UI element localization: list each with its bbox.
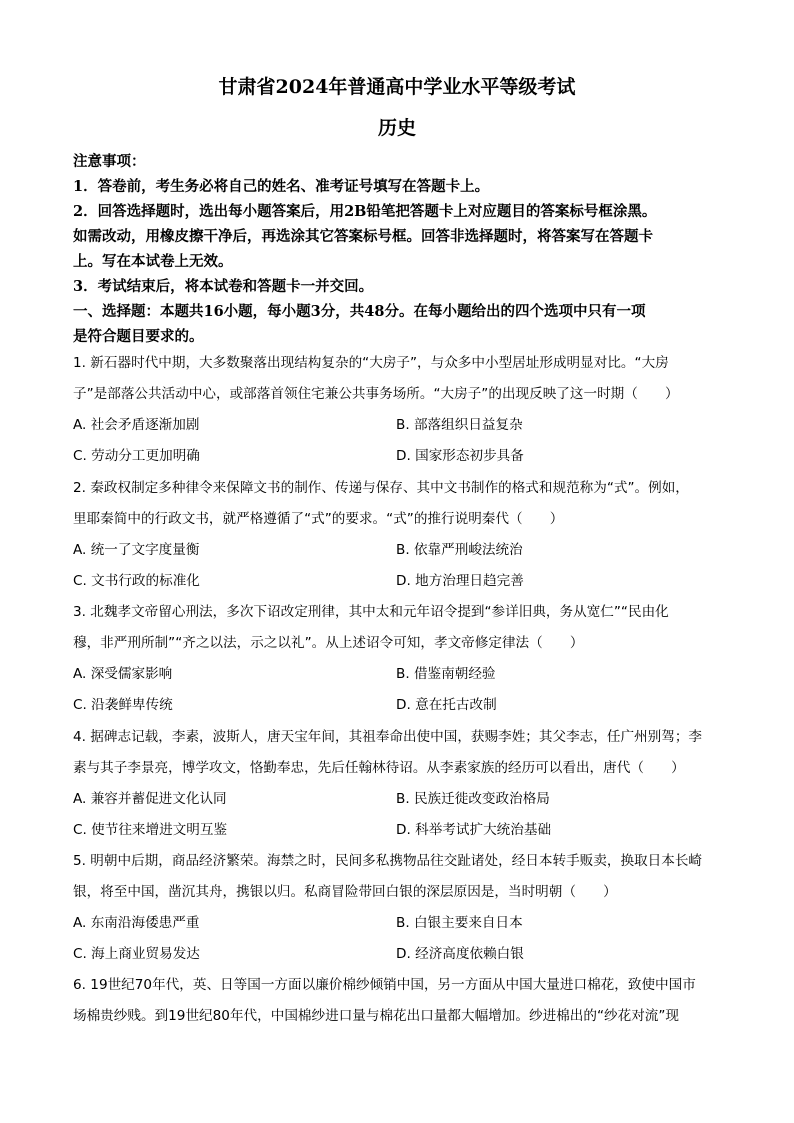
question-2-line-1: 2. 秦政权制定多种律令来保障文书的制作、传递与保存、其中文书制作的格式和规范称为“式”。例如， <box>73 480 689 496</box>
question-1-option-c: C. 劳动分工更加明确 <box>73 448 200 464</box>
question-2-option-a: A. 统一了文字度量衡 <box>73 542 200 558</box>
question-3-option-b: B. 借鉴南朝经验 <box>396 666 496 682</box>
note-2-line-1: 2．回答选择题时，选出每小题答案后，用2B铅笔把答题卡上对应题目的答案标号框涂黑。 <box>73 203 657 220</box>
note-3: 3．考试结束后，将本试卷和答题卡一并交回。 <box>73 278 374 295</box>
question-2-option-b: B. 依靠严刑峻法统治 <box>396 542 523 558</box>
question-5-line-2: 银，将至中国，凿沉其舟，携银以归。私商冒险带回白银的深层原因是，当时明朝（ ） <box>73 884 617 900</box>
question-1-option-a: A. 社会矛盾逐渐加剧 <box>73 417 200 433</box>
question-3-option-a: A. 深受儒家影响 <box>73 666 173 682</box>
exam-title: 甘肃省2024年普通高中学业水平等级考试 <box>218 76 576 98</box>
note-1: 1．答卷前，考生务必将自己的姓名、准考证号填写在答题卡上。 <box>73 178 490 195</box>
question-2-option-d: D. 地方治理日趋完善 <box>396 573 524 589</box>
question-1-line-1: 1. 新石器时代中期，大多数聚落出现结构复杂的“大房子”，与众多中小型居址形成明显对比。“大房 <box>73 355 669 371</box>
question-2-option-c: C. 文书行政的标准化 <box>73 573 200 589</box>
question-5-line-1: 5. 明朝中后期，商品经济繁荣。海禁之时，民间多私携物品往交趾诸处，经日本转手贩卖，换取日本长崎 <box>73 853 703 869</box>
question-3-line-2: 穆，非严刑所制”“齐之以法，示之以礼”。从上述诏令可知，孝文帝修定律法（ ） <box>73 635 584 651</box>
question-5-option-a: A. 东南沿海倭患严重 <box>73 915 200 931</box>
section-heading-line-2: 是符合题目要求的。 <box>73 328 204 345</box>
question-1-option-b: B. 部落组织日益复杂 <box>396 417 523 433</box>
exam-subject: 历史 <box>377 117 416 139</box>
question-4-option-a: A. 兼容并蓄促进文化认同 <box>73 791 227 807</box>
question-1-line-2: 子”是部落公共活动中心，或部落首领住宅兼公共事务场所。“大房子”的出现反映了这一时期（ ） <box>73 386 679 402</box>
question-5-option-c: C. 海上商业贸易发达 <box>73 946 200 962</box>
question-6-line-1: 6. 19世纪70年代，英、日等国一方面以廉价棉纱倾销中国，另一方面从中国大量进口棉花，致使中国市 <box>73 977 696 993</box>
question-5-option-b: B. 白银主要来自日本 <box>396 915 523 931</box>
question-4-option-d: D. 科举考试扩大统治基础 <box>396 822 552 838</box>
question-4-line-1: 4. 据碑志记载，李素，波斯人，唐天宝年间，其祖奉命出使中国，获赐李姓；其父李志，任广州别驾；李 <box>73 729 703 745</box>
question-3-line-1: 3. 北魏孝文帝留心刑法，多次下诏改定刑律，其中太和元年诏令提到“参详旧典，务从宽仁”“民由化 <box>73 604 669 620</box>
note-2-line-2: 如需改动，用橡皮擦干净后，再选涂其它答案标号框。回答非选择题时，将答案写在答题卡 <box>73 228 653 245</box>
note-2-line-3: 上。写在本试卷上无效。 <box>73 253 233 270</box>
section-heading-line-1: 一、选择题：本题共16小题，每小题3分，共48分。在每小题给出的四个选项中只有一项 <box>73 303 646 320</box>
question-3-option-d: D. 意在托古改制 <box>396 697 497 713</box>
question-5-option-d: D. 经济高度依赖白银 <box>396 946 524 962</box>
notes-heading: 注意事项： <box>73 153 146 170</box>
question-4-option-c: C. 使节往来增进文明互鉴 <box>73 822 228 838</box>
question-6-line-2: 场棉贵纱贱。到19世纪80年代，中国棉纱进口量与棉花出口量都大幅增加。纱进棉出的“纱花对流”现 <box>73 1008 680 1024</box>
question-4-option-b: B. 民族迁徙改变政治格局 <box>396 791 550 807</box>
question-2-line-2: 里耶秦简中的行政文书，就严格遵循了“式”的要求。“式”的推行说明秦代（ ） <box>73 511 564 527</box>
question-1-option-d: D. 国家形态初步具备 <box>396 448 524 464</box>
question-4-line-2: 素与其子李景亮，博学攻文，恪勤奉忠，先后任翰林待诏。从李素家族的经历可以看出，唐代（ ） <box>73 760 685 776</box>
question-3-option-c: C. 沿袭鲜卑传统 <box>73 697 173 713</box>
